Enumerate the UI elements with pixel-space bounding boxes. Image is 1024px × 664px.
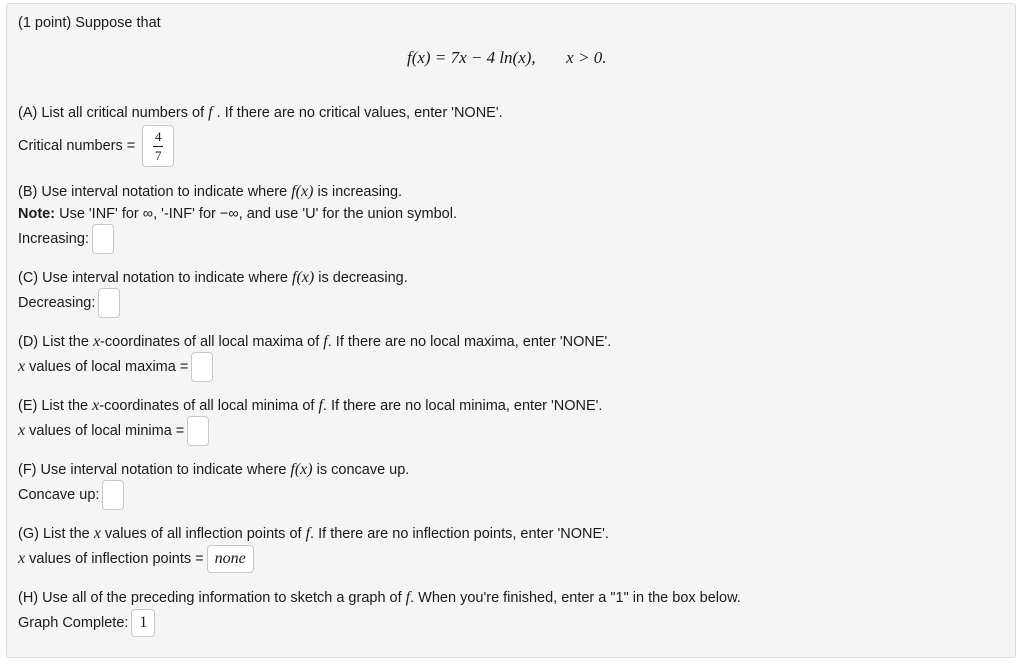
part-g-answer-row: x values of inflection points = none bbox=[18, 543, 254, 575]
local-maxima-label: values of local maxima = bbox=[25, 359, 189, 375]
concave-up-input[interactable] bbox=[102, 480, 124, 510]
part-b-answer-row bbox=[18, 223, 114, 255]
part-c-prompt: (C) Use interval notation to indicate where f(x) is decreasing. bbox=[18, 269, 408, 286]
inflection-points-input[interactable]: none bbox=[207, 545, 254, 573]
increasing-input[interactable] bbox=[92, 224, 114, 254]
part-e-answer-row: x values of local minima = bbox=[18, 415, 209, 447]
graph-complete-label: Graph Complete: bbox=[18, 615, 129, 631]
part-d-answer-row: x values of local maxima = bbox=[18, 351, 213, 383]
critical-numbers-label: Critical numbers = bbox=[18, 138, 136, 154]
decreasing-label: Decreasing: bbox=[18, 295, 96, 311]
increasing-label: Increasing: bbox=[18, 231, 89, 247]
formula-lhs: f(x) = 7x − 4 ln(x), bbox=[407, 48, 536, 67]
part-d-prompt: (D) List the x-coordinates of all local maxima of f. If there are no local maxima, enter 'NONE'. bbox=[18, 333, 612, 350]
graph-complete-input[interactable]: 1 bbox=[131, 609, 155, 637]
part-f-answer-row bbox=[18, 479, 124, 511]
part-f-prompt: (F) Use interval notation to indicate where f(x) is concave up. bbox=[18, 461, 410, 478]
part-a-prompt: (A) List all critical numbers of f . If there are no critical values, enter 'NONE'. bbox=[18, 104, 503, 121]
decreasing-input[interactable] bbox=[98, 288, 120, 318]
part-g-prompt: (G) List the x values of all inflection points of f. If there are no inflection points, enter 'NONE'. bbox=[18, 525, 609, 542]
local-maxima-input[interactable] bbox=[191, 352, 213, 382]
part-a-answer-row bbox=[18, 124, 174, 168]
part-h-prompt: (H) Use all of the preceding information to sketch a graph of f. When you're finished, enter a "1" in the box below. bbox=[18, 589, 741, 606]
local-minima-input[interactable] bbox=[187, 416, 209, 446]
part-b-note: Note: Use 'INF' for ∞, '-INF' for −∞, and use 'U' for the union symbol. bbox=[18, 206, 457, 222]
problem-card bbox=[6, 3, 1016, 658]
part-c-answer-row bbox=[18, 287, 120, 319]
formula-condition: x > 0. bbox=[566, 48, 607, 67]
problem-header: (1 point) Suppose that bbox=[18, 15, 161, 31]
part-e-prompt: (E) List the x-coordinates of all local minima of f. If there are no local minima, enter 'NONE'. bbox=[18, 397, 603, 414]
part-b-prompt: (B) Use interval notation to indicate where f(x) is increasing. bbox=[18, 183, 403, 200]
function-formula bbox=[407, 48, 606, 68]
critical-numbers-input[interactable]: $\frac{4}{7}$ bbox=[142, 125, 174, 167]
local-minima-label: values of local minima = bbox=[25, 423, 185, 439]
inflection-points-label: values of inflection points = bbox=[25, 551, 204, 567]
concave-up-label: Concave up: bbox=[18, 487, 100, 503]
part-h-answer-row bbox=[18, 607, 155, 639]
